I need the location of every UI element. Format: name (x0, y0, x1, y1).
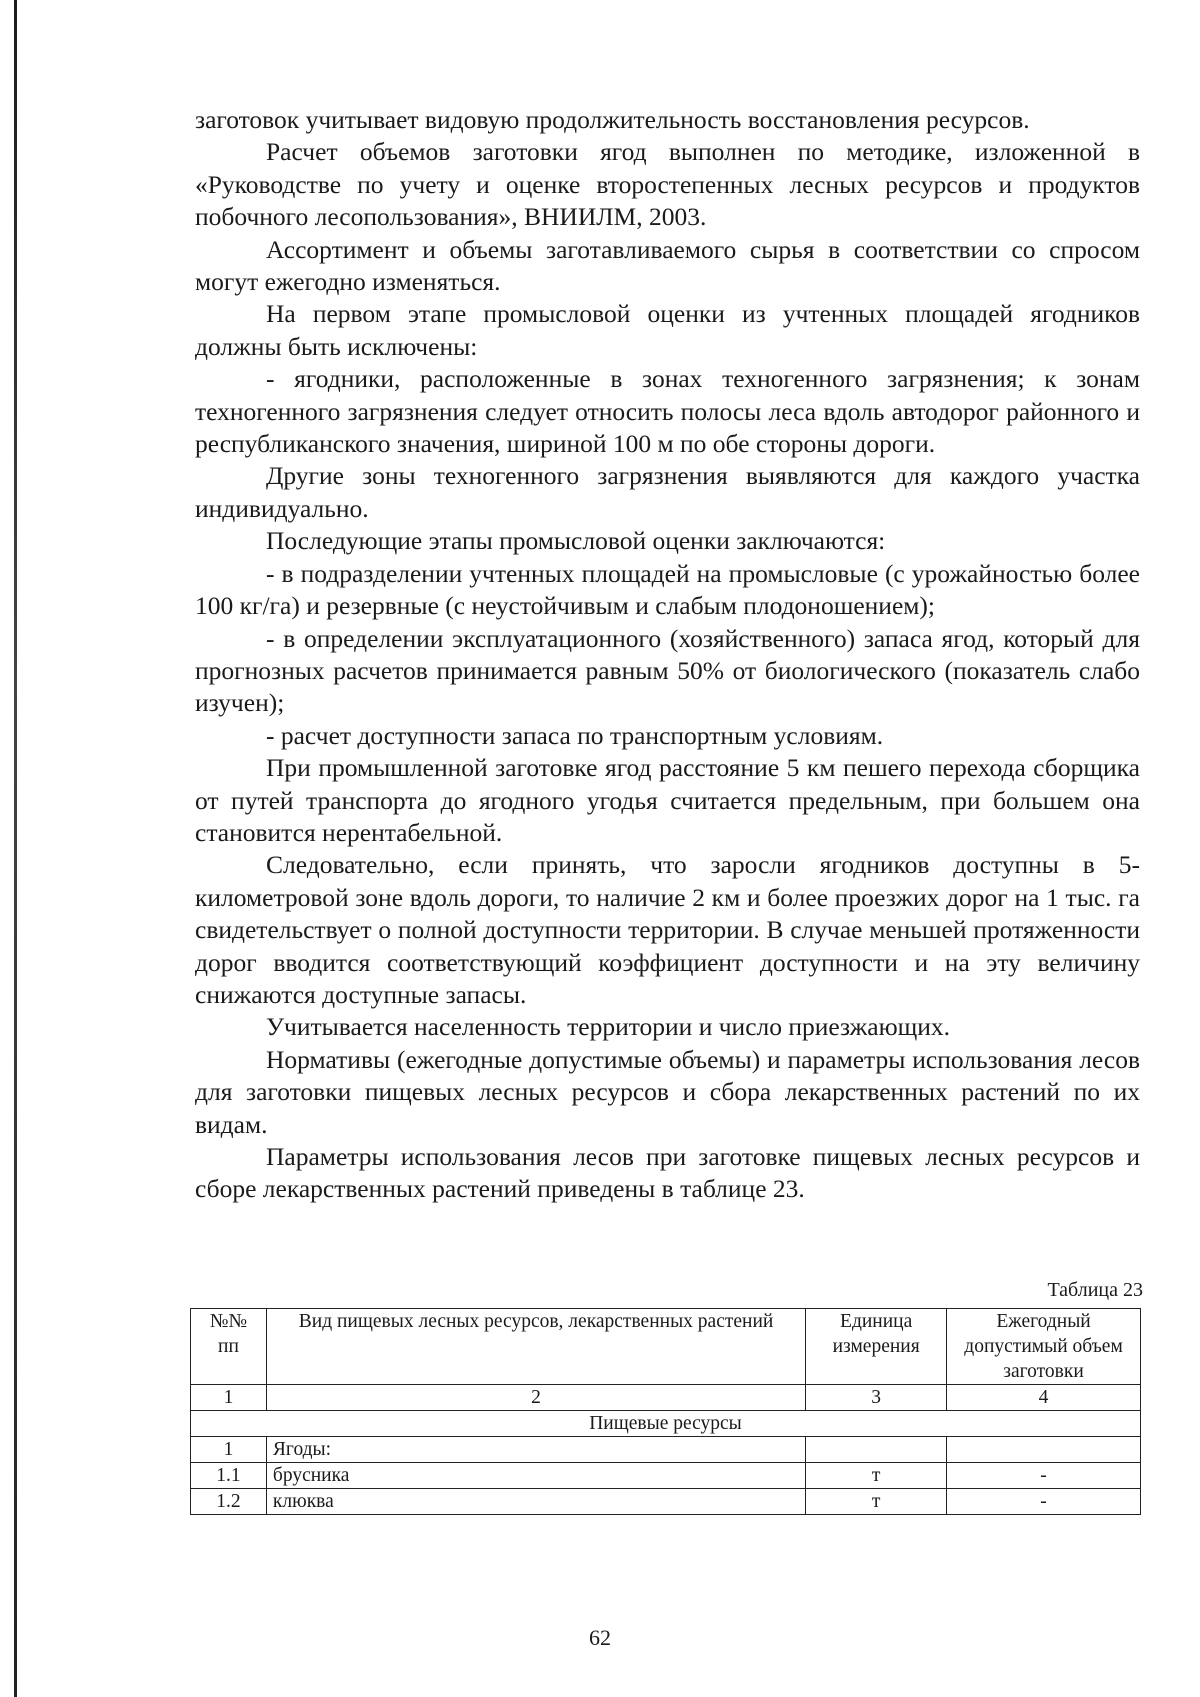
paragraph-14: Нормативы (ежегодные допустимые объемы) и параметры использования лесов для заготовки пищевых лесных ресурсов и сбора лекарственных растений по их видам. (195, 1044, 1140, 1139)
header-num-line2: пп (218, 1336, 239, 1357)
row-volume (947, 1437, 1141, 1463)
paragraph-6: Другие зоны техногенного загрязнения выявляются для каждого участка индивидуально. (195, 461, 1140, 523)
header-volume: Ежегодный допустимый объем заготовки (947, 1309, 1141, 1385)
resources-table (190, 1308, 1141, 1515)
table-caption: Таблица 23 (1047, 1279, 1143, 1301)
header-unit-line2: измерения (832, 1336, 920, 1357)
paragraph-8: - в подразделении учтенных площадей на промысловые (с урожайностью более 100 кг/га) и резервные (с неустойчивым и слабым плодоношением); (195, 558, 1140, 621)
header-name: Вид пищевых лесных ресурсов, лекарственных растений (266, 1309, 805, 1385)
table-header-row (191, 1309, 1141, 1385)
col-number: 2 (266, 1385, 805, 1411)
paragraph-7: Последующие этапы промысловой оценки заключаются: (266, 526, 886, 556)
page-number: 62 (589, 1625, 611, 1650)
col-number: 4 (947, 1385, 1141, 1411)
row-volume: - (947, 1463, 1141, 1489)
table-row (191, 1437, 1141, 1463)
row-volume: - (947, 1489, 1141, 1515)
paragraph-10: - расчет доступности запаса по транспортным условиям. (266, 720, 884, 750)
scan-edge-line (14, 0, 17, 1697)
header-num (191, 1309, 267, 1385)
header-unit (806, 1309, 947, 1385)
section-title: Пищевые ресурсы (191, 1411, 1141, 1437)
paragraph-15: Параметры использования лесов при заготовке пищевых лесных ресурсов и сборе лекарственных растений приведены в таблице 23. (195, 1142, 1140, 1204)
header-num-line1: №№ (209, 1311, 248, 1332)
row-name: брусника (266, 1463, 805, 1489)
paragraph-3: Ассортимент и объемы заготавливаемого сырья в соответствии со спросом могут ежегодно изменяться. (195, 234, 1140, 297)
paragraph-5: - ягодники, расположенные в зонах техногенного загрязнения; к зонам техногенного загрязнения следует относить полосы леса вдоль автодорог районного и республиканского значения, шириной 100 м по обе стороны дороги. (195, 364, 1140, 459)
paragraph-1: заготовок учитывает видовую продолжительность восстановления ресурсов. (195, 105, 1030, 134)
table-row (191, 1489, 1141, 1515)
row-num: 1.2 (191, 1489, 267, 1515)
paragraph-11: При промышленной заготовке ягод расстояние 5 км пешего перехода сборщика от путей транспорта до ягодного угодья считается предельным, при большем она становится нерентабельной. (195, 753, 1140, 847)
row-unit: т (806, 1463, 947, 1489)
row-unit (806, 1437, 947, 1463)
row-num: 1.1 (191, 1463, 267, 1489)
row-num: 1 (191, 1437, 267, 1463)
paragraph-2: Расчет объемов заготовки ягод выполнен по методике, изложенной в «Руководстве по учету и оценке второстепенных лесных ресурсов и продуктов побочного лесопользования», ВНИИЛМ, 2003. (195, 137, 1140, 232)
row-name: клюква (266, 1489, 805, 1515)
header-unit-line1: Единица (840, 1311, 913, 1332)
row-unit: т (806, 1489, 947, 1515)
paragraph-9: - в определении эксплуатационного (хозяйственного) запаса ягод, который для прогнозных расчетов принимается равным 50% от биологического (показатель слабо изучен); (195, 623, 1140, 718)
row-name: Ягоды: (266, 1437, 805, 1463)
paragraph-13: Учитывается населенность территории и число приезжающих. (266, 1012, 951, 1042)
paragraph-4: На первом этапе промысловой оценки из учтенных площадей ягодников должны быть исключены: (195, 299, 1140, 361)
paragraph-12: Следовательно, если принять, что заросли ягодников доступны в 5-километровой зоне вдоль дороги, то наличие 2 км и более проезжих дорог на 1 тыс. га свидетельствует о полной доступности территории. В случае меньшей протяженности дорог вводится соответствующий коэффициент доступности и на эту величину снижаются доступные запасы. (195, 850, 1140, 1009)
col-number: 3 (806, 1385, 947, 1411)
col-number: 1 (191, 1385, 267, 1411)
body-text (195, 104, 1140, 1206)
section-row (191, 1411, 1141, 1437)
column-number-row (191, 1385, 1141, 1411)
table-row (191, 1463, 1141, 1489)
